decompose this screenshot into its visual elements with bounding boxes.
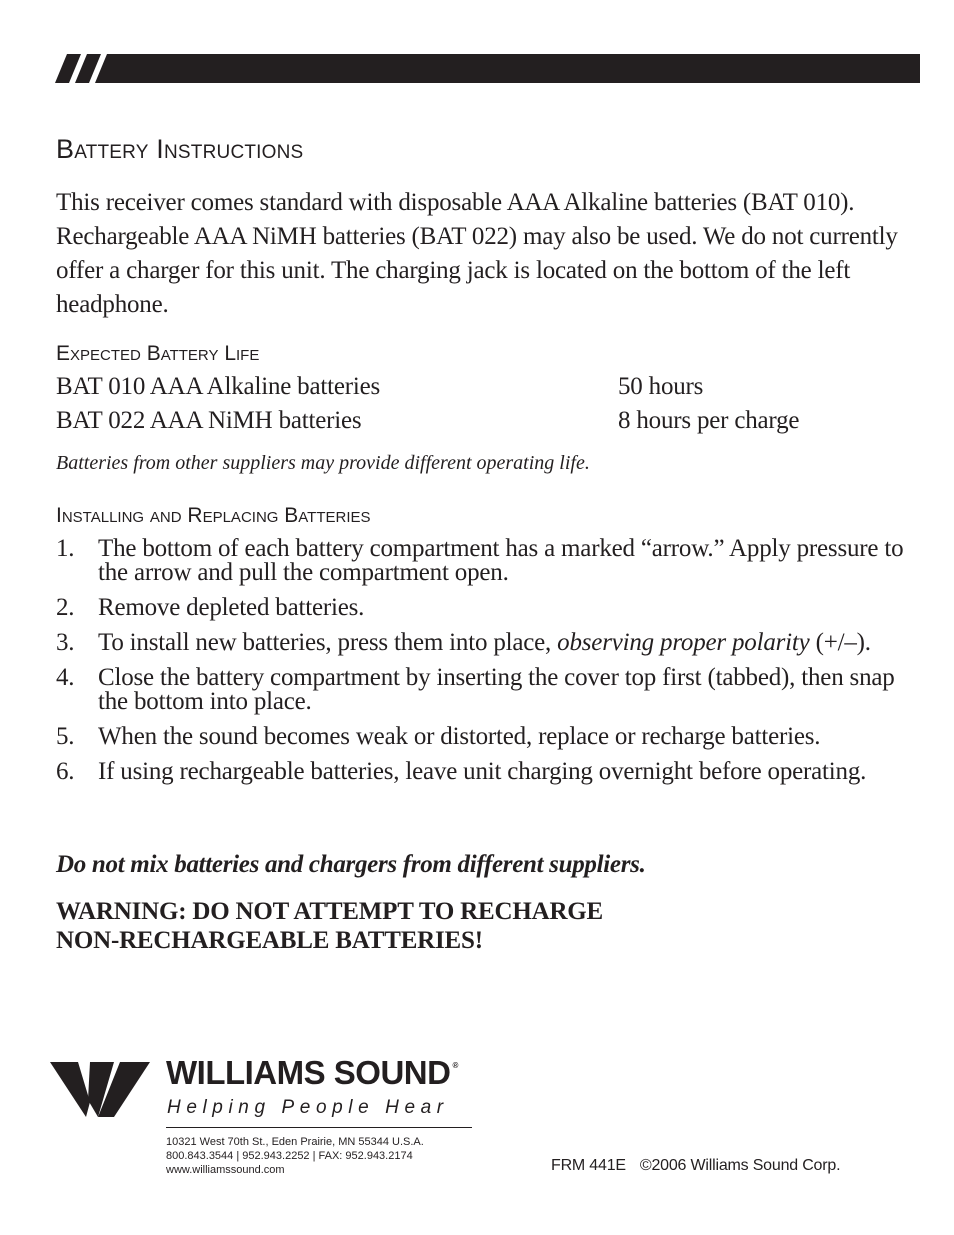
section-heading-installing: Installing and Replacing Batteries [56,504,371,527]
battery-name: BAT 022 AAA NiMH batteries [56,407,362,434]
step-number: 5. [56,723,75,750]
step-text-emphasis: observing proper polarity [557,629,810,656]
website-link[interactable]: www.williamssound.com [166,1164,285,1176]
battery-life-row [56,370,896,404]
step-text: If using rechargeable batteries, leave unit charging overnight before operating. [98,758,867,785]
step-text: Remove depleted batteries. [98,594,365,621]
step-item [56,596,906,620]
step-item [56,537,906,585]
step-item [56,760,906,784]
installation-steps-list [56,537,906,795]
intro-paragraph: This receiver comes standard with disposable AAA Alkaline batteries (BAT 010). Rechargeable AAA NiMH batteries (BAT 022) may also be used. We do not currently offer a charger for this unit. The charging jack is located on the bottom of the left headphone. [56,189,898,318]
step-number: 2. [56,594,75,621]
footer-divider [166,1127,472,1128]
step-number: 1. [56,535,75,562]
mixing-caution: Do not mix batteries and chargers from different suppliers. [56,851,646,878]
step-text: The bottom of each battery compartment has a marked “arrow.” Apply pressure to the arrow and pull the compartment open. [98,535,904,586]
step-number: 3. [56,629,75,656]
williams-sound-logo-icon [50,1062,156,1122]
battery-life-note: Batteries from other suppliers may provide different operating life. [56,452,590,474]
battery-life-row [56,404,896,438]
step-text: Close the battery compartment by inserting the cover top first (tabbed), then snap the bottom into place. [98,664,895,715]
recharge-warning-line: NON-RECHARGEABLE BATTERIES! [56,927,483,954]
step-item [56,725,906,749]
battery-life-value: 8 hours per charge [618,407,800,434]
step-text-lead: To install new batteries, press them into place, [98,629,558,656]
brand-tagline: Helping People Hear [167,1097,449,1118]
section-heading-battery-life: Expected Battery Life [56,342,260,365]
registered-mark: ® [452,1061,458,1070]
battery-name: BAT 010 AAA Alkaline batteries [56,373,381,400]
copyright: ©2006 Williams Sound Corp. [639,1157,841,1174]
phone-numbers: 800.843.3544 | 952.943.2252 | FAX: 952.943.2174 [166,1150,413,1162]
form-info [551,1157,840,1175]
header-bar [55,54,920,83]
step-text [98,631,906,655]
step-item [56,631,906,655]
brand-name [166,1056,458,1089]
page-title: Battery Instructions [56,134,304,164]
street-address: 10321 West 70th St., Eden Prairie, MN 55344 U.S.A. [166,1136,424,1148]
company-address [166,1135,424,1177]
form-code: FRM 441E [551,1157,626,1174]
recharge-warning [56,897,603,955]
step-number: 6. [56,758,75,785]
recharge-warning-line: WARNING: DO NOT ATTEMPT TO RECHARGE [56,898,604,925]
battery-life-value: 50 hours [618,373,704,400]
step-text-tail: (+/–). [809,629,871,656]
step-item [56,666,906,714]
step-number: 4. [56,664,75,691]
step-text: When the sound becomes weak or distorted, replace or recharge batteries. [98,723,821,750]
brand-name-text: WILLIAMS SOUND [166,1054,451,1091]
